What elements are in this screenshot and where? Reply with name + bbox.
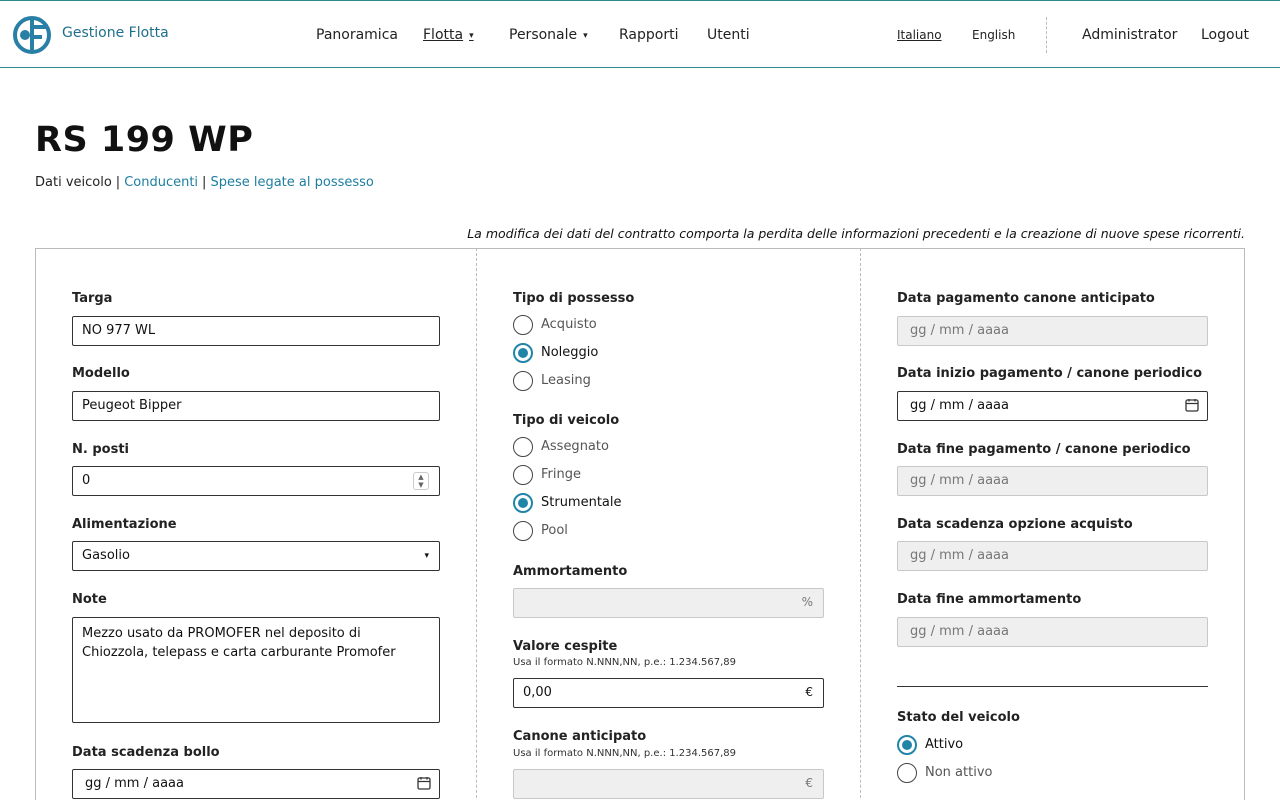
data-inizio-pagamento-label: Data inizio pagamento / canone periodico: [897, 366, 1203, 381]
lang-italiano[interactable]: Italiano: [897, 28, 942, 42]
nav-personale[interactable]: [509, 27, 588, 43]
tab-separator: |: [115, 175, 121, 190]
tab-dati-veicolo: Dati veicolo: [35, 175, 112, 190]
euro-suffix: €: [805, 776, 813, 790]
contract-notice: La modifica dei dati del contratto comporta la perdita delle informazioni precedenti e la creazione di nuove spese ricorrenti.: [467, 226, 1245, 241]
data-fine-pagamento-label: Data fine pagamento / canone periodico: [897, 442, 1191, 457]
modello-label: Modello: [72, 366, 130, 381]
possesso-label: Tipo di possesso: [513, 291, 635, 306]
posti-label: N. posti: [72, 442, 129, 457]
bollo-label: Data scadenza bollo: [72, 745, 220, 760]
tab-spese[interactable]: Spese legate al possesso: [210, 175, 374, 190]
radio-button[interactable]: [513, 521, 533, 541]
nav-utenti[interactable]: Utenti: [707, 27, 750, 43]
radio-label: Attivo: [925, 737, 964, 752]
posti-value: 0: [82, 473, 91, 488]
radio-button[interactable]: [513, 371, 533, 391]
data-scadenza-opzione-label: Data scadenza opzione acquisto: [897, 517, 1133, 532]
gestione-flotta-logo[interactable]: [12, 13, 54, 55]
alimentazione-label: Alimentazione: [72, 517, 177, 532]
data-pagamento-anticipato-input: gg / mm / aaaa: [897, 316, 1208, 346]
data-scadenza-opzione-input: gg / mm / aaaa: [897, 541, 1208, 571]
note-label: Note: [72, 592, 107, 607]
data-inizio-placeholder: gg / mm / aaaa: [910, 398, 1009, 413]
data-pagamento-anticipato-label: Data pagamento canone anticipato: [897, 291, 1155, 306]
targa-input[interactable]: NO 977 WL: [72, 316, 440, 346]
chevron-down-icon: ▾: [424, 551, 429, 561]
calendar-icon[interactable]: [1185, 398, 1199, 412]
modello-input[interactable]: Peugeot Bipper: [72, 391, 440, 421]
nav-personale-label: Personale: [509, 27, 578, 43]
nav-rapporti[interactable]: Rapporti: [619, 27, 679, 43]
cespite-value: 0,00: [523, 685, 552, 700]
stato-veicolo-label: Stato del veicolo: [897, 710, 1020, 725]
radio-button[interactable]: [513, 493, 533, 513]
canone-input: [513, 769, 824, 799]
note-textarea[interactable]: Mezzo usato da PROMOFER nel deposito di Chiozzola, telepass e carta carburante Promofer: [72, 617, 440, 723]
nav-flotta[interactable]: [423, 27, 474, 43]
calendar-icon[interactable]: [417, 776, 431, 790]
chevron-down-icon: ▾: [469, 31, 474, 41]
cespite-format-hint: Usa il formato N.NNN,NN, p.e.: 1.234.567,89: [513, 657, 737, 668]
tab-separator: |: [202, 175, 207, 190]
user-menu[interactable]: Administrator: [1082, 27, 1178, 43]
nav-flotta-label: Flotta: [423, 27, 464, 43]
radio-label: Pool: [541, 523, 568, 538]
alimentazione-value: Gasolio: [82, 548, 130, 563]
tipo-veicolo-label: Tipo di veicolo: [513, 413, 620, 428]
radio-label: Leasing: [541, 373, 591, 388]
brand-name[interactable]: Gestione Flotta: [62, 25, 169, 41]
radio-label: Assegnato: [541, 439, 609, 454]
euro-suffix: €: [805, 685, 813, 699]
data-fine-ammortamento-input: gg / mm / aaaa: [897, 617, 1208, 647]
targa-label: Targa: [72, 291, 113, 306]
radio-label: Fringe: [541, 467, 581, 482]
radio-label: Acquisto: [541, 317, 597, 332]
cespite-input[interactable]: [513, 678, 824, 708]
nav-panoramica[interactable]: Panoramica: [316, 27, 398, 43]
data-fine-ammortamento-label: Data fine ammortamento: [897, 592, 1082, 607]
radio-button[interactable]: [513, 315, 533, 335]
chevron-down-icon: ▾: [583, 31, 588, 41]
ammortamento-label: Ammortamento: [513, 564, 628, 579]
section-divider: [897, 686, 1208, 687]
cespite-label: Valore cespite: [513, 639, 618, 654]
lang-english[interactable]: English: [972, 28, 1016, 42]
radio-label: Non attivo: [925, 765, 993, 780]
radio-label: Strumentale: [541, 495, 622, 510]
canone-format-hint: Usa il formato N.NNN,NN, p.e.: 1.234.567,89: [513, 748, 737, 759]
column-divider: [860, 248, 861, 800]
header-divider: [1046, 17, 1047, 53]
bollo-placeholder: gg / mm / aaaa: [85, 776, 184, 791]
radio-button[interactable]: [513, 343, 533, 363]
radio-button[interactable]: [897, 735, 917, 755]
bollo-date-input[interactable]: [72, 769, 440, 799]
column-divider: [476, 248, 477, 800]
top-navbar: [0, 0, 1280, 68]
radio-button[interactable]: [513, 437, 533, 457]
vehicle-subnav: [35, 175, 374, 190]
logout-link[interactable]: Logout: [1201, 27, 1249, 43]
radio-button[interactable]: [513, 465, 533, 485]
radio-button[interactable]: [897, 763, 917, 783]
data-fine-pagamento-input: gg / mm / aaaa: [897, 466, 1208, 496]
canone-label: Canone anticipato: [513, 729, 647, 744]
tab-conducenti[interactable]: Conducenti: [124, 175, 199, 190]
number-stepper-icon[interactable]: ▲ ▼: [413, 472, 429, 490]
page-title: RS 199 WP: [35, 120, 254, 160]
ammortamento-input: [513, 588, 824, 618]
posti-input[interactable]: [72, 466, 440, 496]
radio-label: Noleggio: [541, 345, 599, 360]
alimentazione-select[interactable]: [72, 541, 440, 571]
data-inizio-pagamento-input[interactable]: [897, 391, 1208, 421]
percent-suffix: %: [801, 595, 813, 609]
